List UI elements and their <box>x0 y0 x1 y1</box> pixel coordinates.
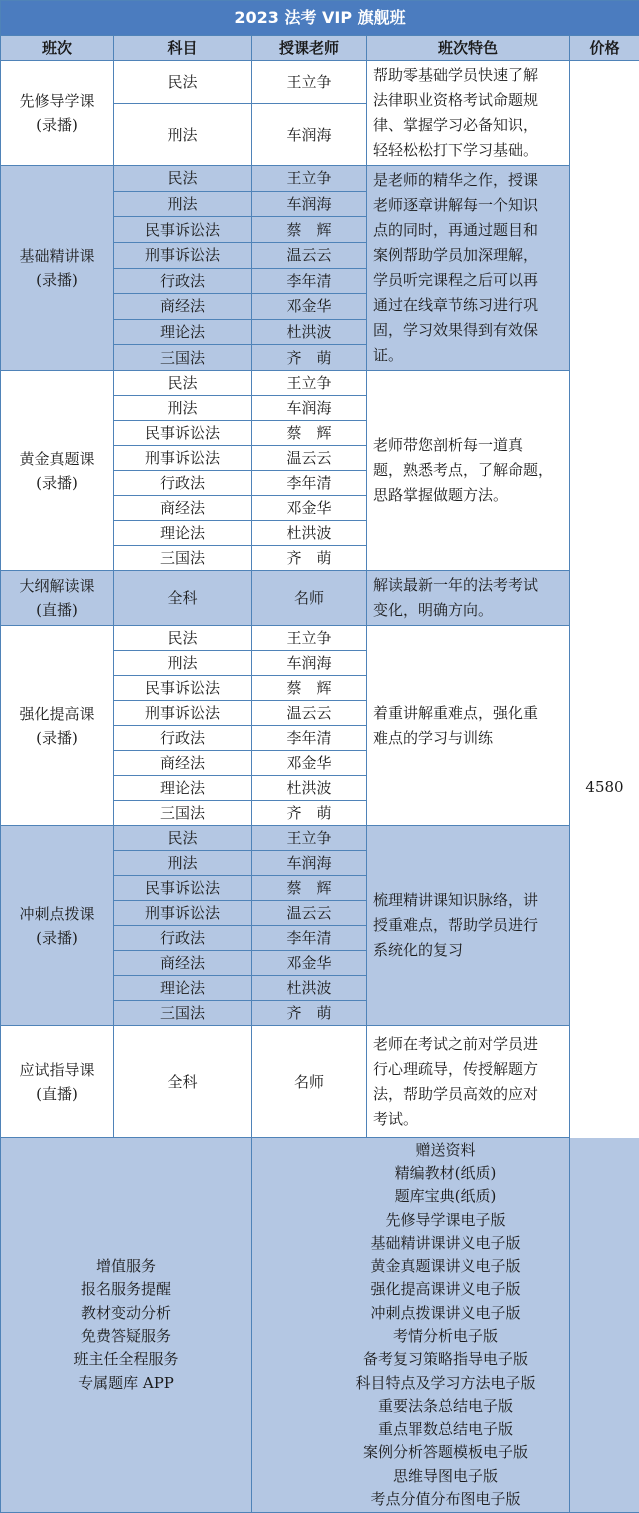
subject-cell: 理论法 <box>114 521 252 546</box>
subject-cell: 刑法 <box>114 396 252 421</box>
class-mode: (录播) <box>1 113 113 137</box>
service-item: 报名服务提醒 <box>1 1278 251 1301</box>
gift-item: 案例分析答题模板电子版 <box>252 1441 639 1464</box>
teacher-cell: 蔡 辉 <box>252 217 367 243</box>
subject-cell: 刑事诉讼法 <box>114 242 252 268</box>
feature-line: 帮助零基础学员快速了解 <box>373 63 563 88</box>
services-cell <box>1 1138 252 1513</box>
class-name: 冲刺点拨课 <box>1 902 113 926</box>
feature-line: 点的同时，再通过题目和 <box>373 218 563 243</box>
teacher-cell: 邓金华 <box>252 294 367 320</box>
class-mode: (录播) <box>1 726 113 750</box>
teacher-cell: 蔡 辉 <box>252 876 367 901</box>
feature-cell <box>367 626 570 826</box>
service-item: 专属题库 APP <box>1 1372 251 1395</box>
class-name: 应试指导课 <box>1 1058 113 1082</box>
subject-cell: 刑事诉讼法 <box>114 901 252 926</box>
gift-item: 考情分析电子版 <box>252 1325 639 1348</box>
gift-item: 重要法条总结电子版 <box>252 1395 639 1418</box>
gift-item: 思维导图电子版 <box>252 1465 639 1488</box>
service-item: 班主任全程服务 <box>1 1348 251 1371</box>
class-name-cell <box>1 626 114 826</box>
table-row <box>1 166 639 192</box>
class-name: 基础精讲课 <box>1 244 113 268</box>
teacher-cell: 温云云 <box>252 901 367 926</box>
feature-line: 题，熟悉考点，了解命题， <box>373 458 563 483</box>
teacher-cell: 杜洪波 <box>252 776 367 801</box>
subject-cell: 行政法 <box>114 926 252 951</box>
teacher-cell: 齐 萌 <box>252 801 367 826</box>
teacher-cell: 温云云 <box>252 701 367 726</box>
table-row <box>1 371 639 396</box>
subject-cell: 民法 <box>114 61 252 104</box>
feature-line: 老师在考试之前对学员进 <box>373 1032 563 1057</box>
title-row <box>1 1 639 36</box>
feature-line: 授重难点，帮助学员进行 <box>373 913 563 938</box>
header-row <box>1 36 639 61</box>
subject-cell: 刑事诉讼法 <box>114 701 252 726</box>
feature-line: 老师逐章讲解每一个知识 <box>373 193 563 218</box>
teacher-cell: 王立争 <box>252 826 367 851</box>
subject-cell: 三国法 <box>114 546 252 571</box>
table-row <box>1 1026 639 1138</box>
feature-line: 变化，明确方向。 <box>373 598 563 623</box>
teacher-cell: 齐 萌 <box>252 345 367 371</box>
gift-item: 强化提高课讲义电子版 <box>252 1278 639 1301</box>
teacher-cell: 名师 <box>252 571 367 626</box>
teacher-cell: 蔡 辉 <box>252 676 367 701</box>
feature-line: 行心理疏导，传授解题方 <box>373 1057 563 1082</box>
feature-line: 解读最新一年的法考考试 <box>373 573 563 598</box>
service-item: 教材变动分析 <box>1 1302 251 1325</box>
class-mode: (录播) <box>1 471 113 495</box>
feature-line: 是老师的精华之作，授课 <box>373 168 563 193</box>
subject-cell: 民事诉讼法 <box>114 217 252 243</box>
subject-cell: 刑法 <box>114 104 252 166</box>
teacher-cell: 李年清 <box>252 268 367 294</box>
teacher-cell: 李年清 <box>252 726 367 751</box>
teacher-cell: 邓金华 <box>252 496 367 521</box>
table-title: 2023 法考 VIP 旗舰班 <box>1 1 639 36</box>
subject-cell: 刑法 <box>114 851 252 876</box>
gift-item: 冲刺点拨课讲义电子版 <box>252 1302 639 1325</box>
class-name: 黄金真题课 <box>1 447 113 471</box>
subject-cell: 理论法 <box>114 319 252 345</box>
subject-cell: 三国法 <box>114 801 252 826</box>
feature-cell <box>367 826 570 1026</box>
teacher-cell: 车润海 <box>252 104 367 166</box>
class-name-cell <box>1 166 114 371</box>
subject-cell: 刑法 <box>114 191 252 217</box>
teacher-cell: 杜洪波 <box>252 976 367 1001</box>
subject-cell: 民法 <box>114 166 252 192</box>
feature-cell <box>367 166 570 371</box>
gift-item: 基础精讲课讲义电子版 <box>252 1232 639 1255</box>
feature-line: 思路掌握做题方法。 <box>373 483 563 508</box>
class-name-cell <box>1 371 114 571</box>
teacher-cell: 邓金华 <box>252 951 367 976</box>
teacher-cell: 车润海 <box>252 651 367 676</box>
gifts-cell <box>252 1138 639 1513</box>
gift-item: 黄金真题课讲义电子版 <box>252 1255 639 1278</box>
feature-cell <box>367 371 570 571</box>
class-name-cell <box>1 1026 114 1138</box>
gift-item: 赠送资料 <box>252 1139 639 1162</box>
feature-line: 证。 <box>373 343 563 368</box>
feature-line: 法律职业资格考试命题规 <box>373 88 563 113</box>
header-teacher: 授课老师 <box>252 36 367 61</box>
subject-cell: 行政法 <box>114 726 252 751</box>
price-cell: 4580 <box>570 61 639 1513</box>
subject-cell: 民事诉讼法 <box>114 676 252 701</box>
feature-cell <box>367 61 570 166</box>
subject-cell: 全科 <box>114 1026 252 1138</box>
perks-row <box>1 1138 639 1513</box>
header-price: 价格 <box>570 36 639 61</box>
class-name-cell <box>1 61 114 166</box>
feature-line: 老师带您剖析每一道真 <box>373 433 563 458</box>
teacher-cell: 车润海 <box>252 851 367 876</box>
subject-cell: 民事诉讼法 <box>114 876 252 901</box>
subject-cell: 理论法 <box>114 976 252 1001</box>
teacher-cell: 李年清 <box>252 926 367 951</box>
feature-line: 考试。 <box>373 1107 563 1132</box>
feature-line: 固，学习效果得到有效保 <box>373 318 563 343</box>
feature-line: 学员听完课程之后可以再 <box>373 268 563 293</box>
gift-item: 科目特点及学习方法电子版 <box>252 1372 639 1395</box>
teacher-cell: 邓金华 <box>252 751 367 776</box>
feature-cell <box>367 1026 570 1138</box>
header-subject: 科目 <box>114 36 252 61</box>
feature-line: 着重讲解重难点，强化重 <box>373 701 563 726</box>
gifts-list <box>252 1139 639 1512</box>
subject-cell: 商经法 <box>114 751 252 776</box>
subject-cell: 刑法 <box>114 651 252 676</box>
teacher-cell: 齐 萌 <box>252 1001 367 1026</box>
subject-cell: 三国法 <box>114 345 252 371</box>
class-name: 强化提高课 <box>1 702 113 726</box>
header-feature: 班次特色 <box>367 36 570 61</box>
teacher-cell: 温云云 <box>252 242 367 268</box>
teacher-cell: 杜洪波 <box>252 319 367 345</box>
feature-line: 律、掌握学习必备知识， <box>373 113 563 138</box>
gift-item: 重点罪数总结电子版 <box>252 1418 639 1441</box>
gift-item: 考点分值分布图电子版 <box>252 1488 639 1511</box>
table-row <box>1 61 639 104</box>
subject-cell: 全科 <box>114 571 252 626</box>
class-name-cell <box>1 826 114 1026</box>
teacher-cell: 车润海 <box>252 191 367 217</box>
services-list <box>1 1255 251 1395</box>
subject-cell: 行政法 <box>114 471 252 496</box>
subject-cell: 理论法 <box>114 776 252 801</box>
subject-cell: 商经法 <box>114 294 252 320</box>
feature-cell <box>367 571 570 626</box>
teacher-cell: 车润海 <box>252 396 367 421</box>
gift-item: 精编教材(纸质) <box>252 1162 639 1185</box>
class-name-cell <box>1 571 114 626</box>
gift-item: 备考复习策略指导电子版 <box>252 1348 639 1371</box>
gift-item: 题库宝典(纸质) <box>252 1185 639 1208</box>
teacher-cell: 名师 <box>252 1026 367 1138</box>
gift-item: 先修导学课电子版 <box>252 1209 639 1232</box>
teacher-cell: 杜洪波 <box>252 521 367 546</box>
teacher-cell: 蔡 辉 <box>252 421 367 446</box>
class-mode: (直播) <box>1 1082 113 1106</box>
class-mode: (直播) <box>1 598 113 622</box>
service-item: 免费答疑服务 <box>1 1325 251 1348</box>
subject-cell: 商经法 <box>114 951 252 976</box>
table-row <box>1 571 639 626</box>
teacher-cell: 王立争 <box>252 61 367 104</box>
class-name: 先修导学课 <box>1 89 113 113</box>
feature-line: 通过在线章节练习进行巩 <box>373 293 563 318</box>
feature-line: 案例帮助学员加深理解， <box>373 243 563 268</box>
subject-cell: 民事诉讼法 <box>114 421 252 446</box>
subject-cell: 刑事诉讼法 <box>114 446 252 471</box>
table-row <box>1 626 639 651</box>
table-row <box>1 826 639 851</box>
header-class: 班次 <box>1 36 114 61</box>
subject-cell: 民法 <box>114 371 252 396</box>
feature-line: 难点的学习与训练 <box>373 726 563 751</box>
teacher-cell: 王立争 <box>252 371 367 396</box>
class-mode: (录播) <box>1 926 113 950</box>
teacher-cell: 王立争 <box>252 626 367 651</box>
subject-cell: 三国法 <box>114 1001 252 1026</box>
teacher-cell: 齐 萌 <box>252 546 367 571</box>
subject-cell: 民法 <box>114 826 252 851</box>
class-mode: (录播) <box>1 268 113 292</box>
teacher-cell: 李年清 <box>252 471 367 496</box>
feature-line: 梳理精讲课知识脉络，讲 <box>373 888 563 913</box>
teacher-cell: 王立争 <box>252 166 367 192</box>
subject-cell: 民法 <box>114 626 252 651</box>
feature-line: 轻轻松松打下学习基础。 <box>373 138 563 163</box>
feature-line: 系统化的复习 <box>373 938 563 963</box>
subject-cell: 商经法 <box>114 496 252 521</box>
class-name: 大纲解读课 <box>1 574 113 598</box>
teacher-cell: 温云云 <box>252 446 367 471</box>
feature-line: 法，帮助学员高效的应对 <box>373 1082 563 1107</box>
subject-cell: 行政法 <box>114 268 252 294</box>
service-item: 增值服务 <box>1 1255 251 1278</box>
